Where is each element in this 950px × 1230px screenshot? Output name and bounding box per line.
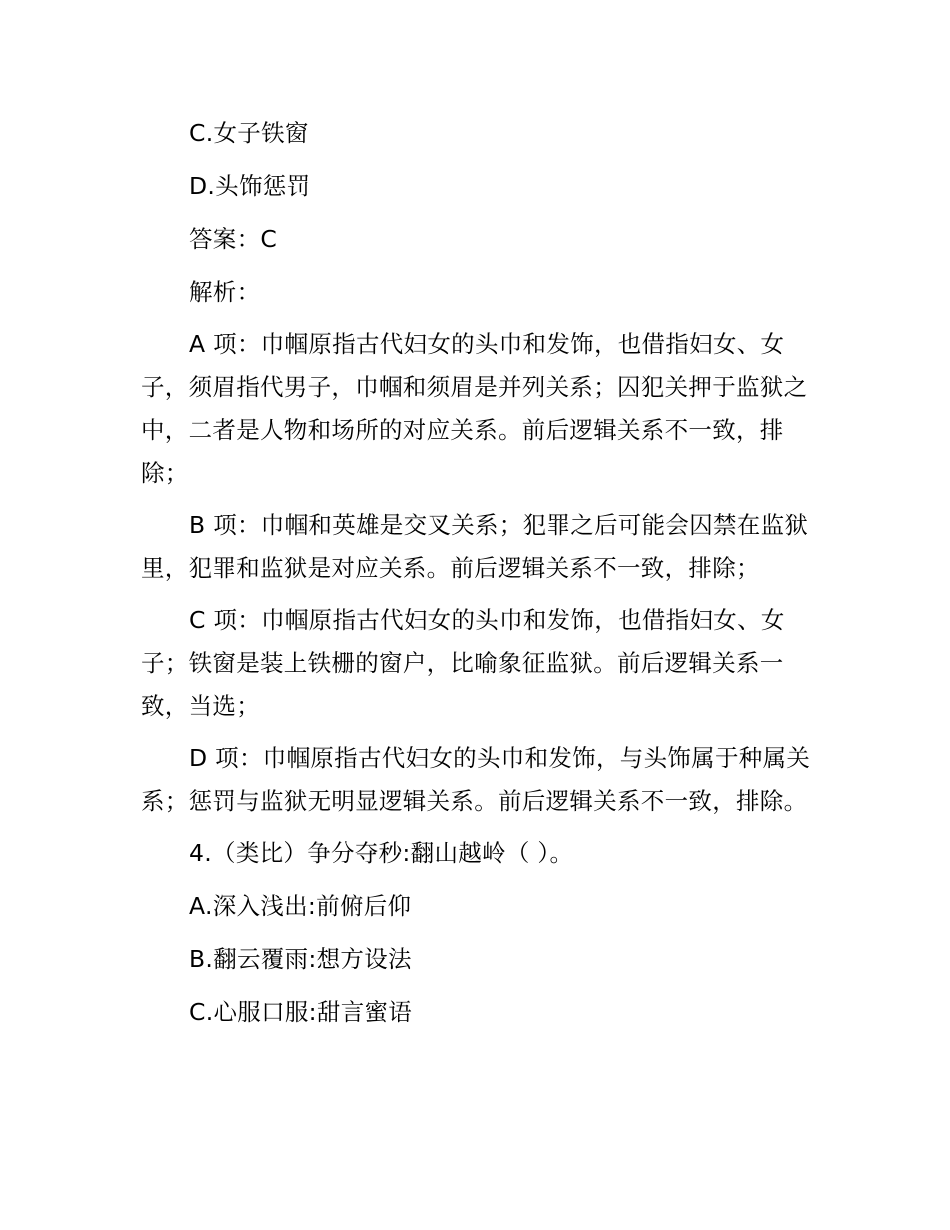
document-body: [141, 112, 811, 1034]
question-4-option-a: A.深入浅出:前俯后仰: [189, 892, 412, 920]
option-c-prev: C.女子铁窗: [189, 119, 309, 147]
question-4-option-c: C.心服口服:甜言蜜语: [189, 998, 413, 1026]
question-4-stem: 4.（类比）争分夺秒:翻山越岭（ ）。: [189, 839, 574, 867]
analysis-option-b: B 项：巾帼和英雄是交叉关系；犯罪之后可能会囚禁在监狱里，犯罪和监狱是对应关系。前后逻辑关系不一致，排除；: [141, 511, 809, 582]
analysis-option-a: A 项：巾帼原指古代妇女的头巾和发饰，也借指妇女、女子，须眉指代男子，巾帼和须眉是并列关系；囚犯关押于监狱之中，二者是人物和场所的对应关系。前后逻辑关系不一致，排除；: [141, 330, 808, 487]
analysis-option-c: C 项：巾帼原指古代妇女的头巾和发饰，也借指妇女、女子；铁窗是装上铁栅的窗户，比喻象征监狱。前后逻辑关系一致，当选；: [141, 606, 785, 720]
question-4-option-b: B.翻云覆雨:想方设法: [189, 945, 412, 973]
analysis-option-d: D 项：巾帼原指古代妇女的头巾和发饰，与头饰属于种属关系；惩罚与监狱无明显逻辑关系。前后逻辑关系不一致，排除。: [141, 744, 811, 815]
analysis-label: 解析：: [189, 278, 261, 306]
option-d-prev: D.头饰惩罚: [189, 172, 311, 200]
answer-line: 答案：C: [189, 225, 278, 253]
